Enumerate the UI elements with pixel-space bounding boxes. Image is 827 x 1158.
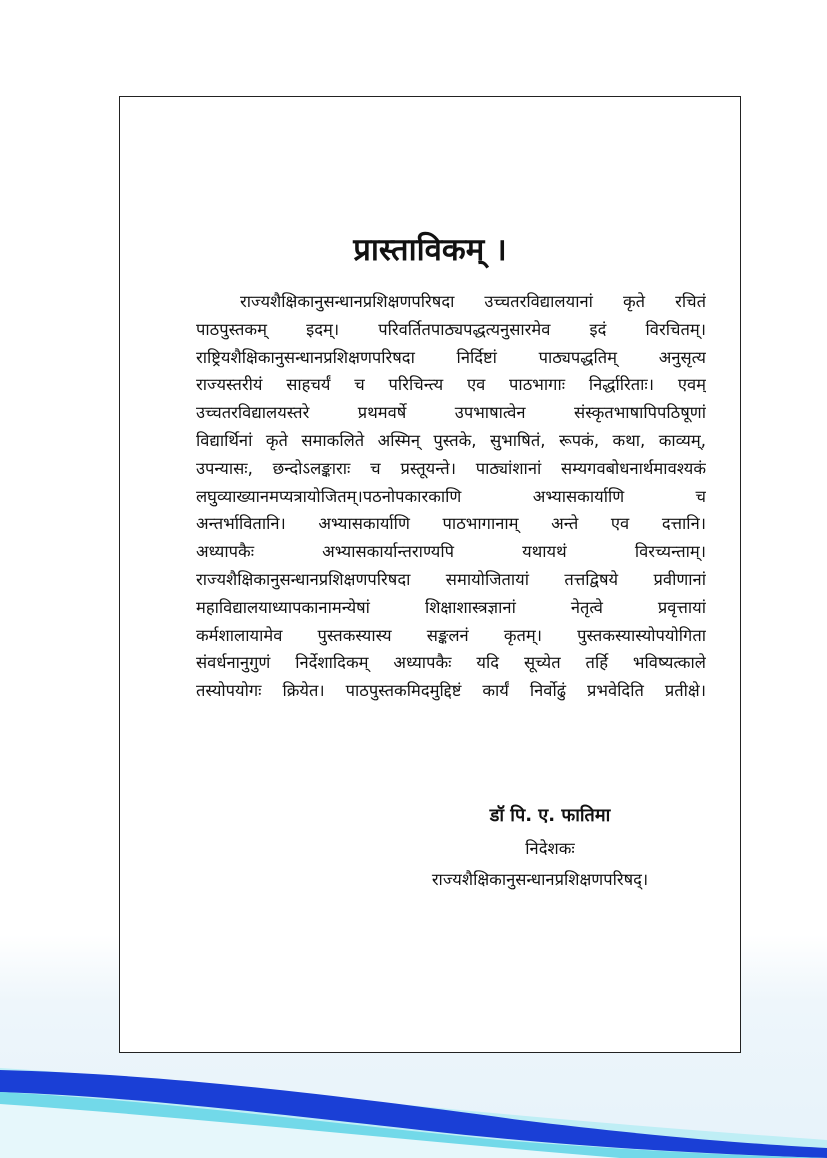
paragraph-line: विद्यार्थिनां कृते समाकलिते अस्मिन् पुस्तके, सुभाषितं, रूपकं, कथा, काव्यम्, (196, 430, 706, 450)
paragraph-line: लघुव्याख्यानमप्यत्रायोजितम्।पठनोपकारकाणि अभ्यासकार्याणि च (196, 486, 706, 506)
paragraph-line: महाविद्यालयाध्यापकानामन्येषां शिक्षाशास्त्रज्ञानां नेतृत्वे प्रवृत्तायां (196, 597, 706, 617)
paragraph-line: संवर्धनानुगुणं निर्देशादिकम् अध्यापकैः यदि सूच्येत तर्हि भविष्यत्काले (196, 653, 706, 673)
paragraph-line: तस्योपयोगः क्रियेत। पाठपुस्तकमिदमुद्दिष्टं कार्यं निर्वोढुं प्रभवेदिति प्रतीक्षे। (196, 681, 706, 701)
paragraph-line: उपन्यासः, छन्दोऽलङ्काराः च प्रस्तूयन्ते। पाठ्यांशानां सम्यगवबोधनार्थमावश्यकं (196, 458, 706, 478)
paragraph-line: अन्तर्भावितानि। अभ्यासकार्याणि पाठभागानाम् अन्ते एव दत्तानि। (196, 514, 706, 534)
paragraph-line: राष्ट्रियशैक्षिकानुसन्धानप्रशिक्षणपरिषदा निर्दिष्टां पाठ्यपद्धतिम् अनुसृत्य (196, 347, 706, 367)
decorative-waves (0, 1040, 827, 1158)
preface-paragraph (196, 288, 706, 705)
paragraph-line: उच्चतरविद्यालयस्तरे प्रथमवर्षे उपभाषात्वेन संस्कृतभाषापिपठिषूणां (196, 403, 706, 423)
paragraph-line: कर्मशालायामेव पुस्तकस्यास्य सङ्कलनं कृतम्। पुस्तकस्यास्योपयोगिता (196, 625, 706, 645)
paragraph-line: राज्यस्तरीयं साहचर्यं च परिचिन्त्य एव पाठभागाः निर्द्धारिताः। एवम् (196, 375, 706, 395)
signatory-organization: राज्यशैक्षिकानुसन्धानप्रशिक्षणपरिषद्। (431, 870, 649, 889)
paragraph-line: राज्यशैक्षिकानुसन्धानप्रशिक्षणपरिषदा समायोजितायां तत्तद्विषये प्रवीणानां (196, 569, 706, 589)
page-title: प्रास्ताविकम् । (353, 232, 507, 268)
signatory-name: डॉ पि. ए. फातिमा (489, 805, 611, 826)
paragraph-line: अध्यापकैः अभ्यासकार्यान्तराण्यपि यथायथं विरच्यन्ताम्। (196, 542, 706, 562)
paragraph-line: पाठपुस्तकम् इदम्। परिवर्तितपाठ्यपद्धत्यनुसारमेव इदं विरचितम्। (196, 319, 706, 339)
paragraph-line: राज्यशैक्षिकानुसन्धानप्रशिक्षणपरिषदा उच्चतरविद्यालयानां कृते रचितं (240, 292, 706, 311)
signatory-role: निदेशकः (525, 839, 575, 858)
